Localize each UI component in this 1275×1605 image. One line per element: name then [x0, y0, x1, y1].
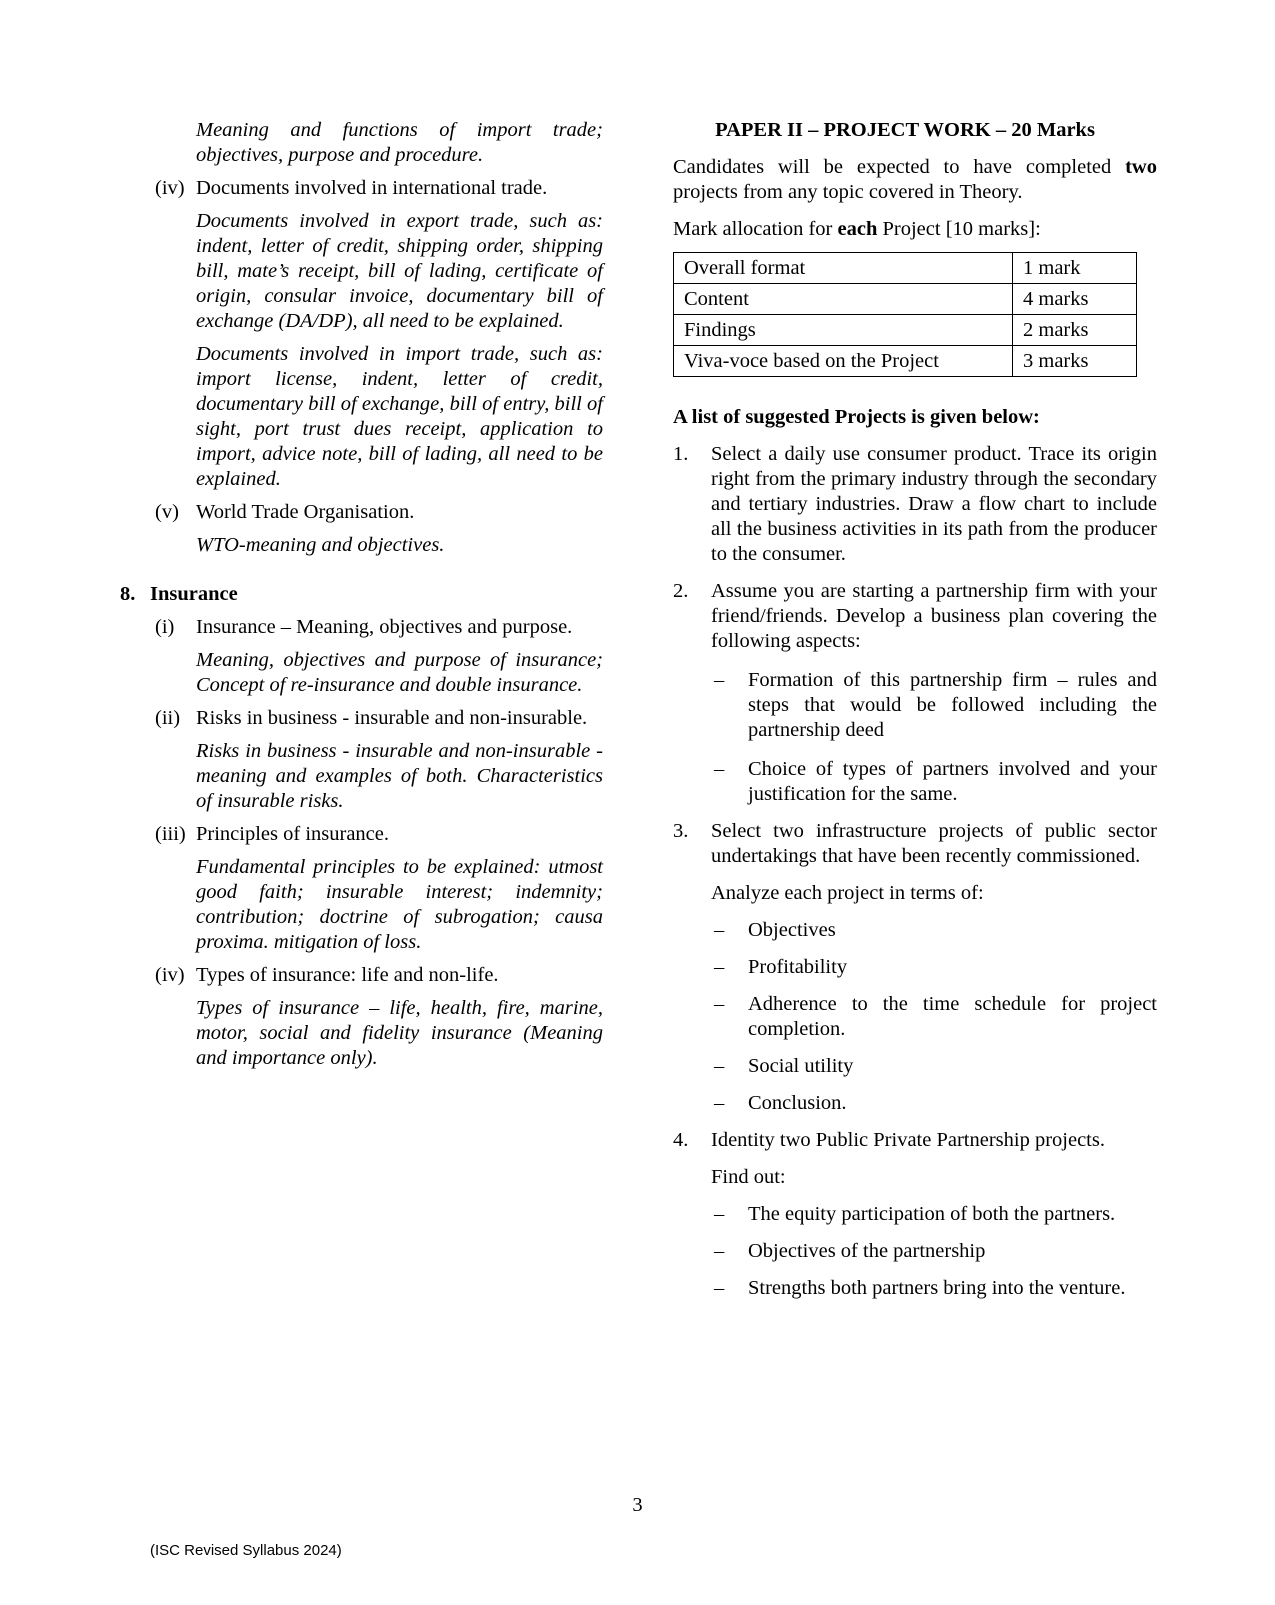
insurance-item	[155, 706, 603, 731]
page-number: 3	[632, 1494, 643, 1516]
list-item	[673, 1202, 1157, 1227]
project-number: 3.	[673, 820, 689, 842]
export-documents-description: Documents involved in export trade, such as: indent, letter of credit, shipping order, shipping bill, mate’s receipt, bill of lading, certificate of origin, consular invoice, documentary bill of exchange (DA/DP), all need to be explained.	[196, 210, 603, 332]
item-title: Documents involved in international trade.	[196, 177, 548, 199]
marks-table	[673, 252, 1137, 377]
section-number: 8.	[120, 583, 136, 605]
project-3	[673, 819, 1157, 869]
list-item	[673, 992, 1157, 1042]
table-cell: 4 marks	[1013, 284, 1137, 315]
list-item-text: Conclusion.	[748, 1092, 847, 1114]
list-item-text: Strengths both partners bring into the venture.	[748, 1277, 1126, 1299]
project-text: Select a daily use consumer product. Trace its origin right from the primary industry through the secondary and tertiary industries. Draw a flow chart to include all the business activities in its path from the producer to the consumer.	[711, 443, 1157, 565]
table-row	[674, 253, 1137, 284]
table-cell: Findings	[674, 315, 1013, 346]
list-item-text: Choice of types of partners involved and your justification for the same.	[748, 758, 1157, 805]
dash-bullet: –	[714, 956, 725, 978]
left-column	[120, 118, 603, 1071]
list-item	[673, 1091, 1157, 1116]
list-item	[673, 757, 1157, 807]
import-documents-description: Documents involved in import trade, such as: import license, indent, letter of credit, documentary bill of exchange, bill of entry, bill of sight, port trust dues receipt, application to import, advice note, bill of lading, all need to be explained.	[196, 343, 603, 490]
intro-text: Candidates will be expected to have completed	[673, 156, 1126, 178]
table-cell: Overall format	[674, 253, 1013, 284]
project-number: 1.	[673, 443, 689, 465]
insurance-item	[155, 615, 603, 640]
item-v-wto	[155, 500, 603, 525]
project-text: Select two infrastructure projects of public sector undertakings that have been recently commissioned.	[711, 820, 1157, 867]
item-title: Principles of insurance.	[196, 823, 389, 845]
table-cell: 3 marks	[1013, 346, 1137, 377]
project-subheading: Analyze each project in terms of:	[711, 882, 984, 904]
insurance-item	[155, 822, 603, 847]
table-cell: Viva-voce based on the Project	[674, 346, 1013, 377]
project-intro	[673, 155, 1157, 205]
table-cell: 2 marks	[1013, 315, 1137, 346]
dash-bullet: –	[714, 758, 725, 780]
projects-heading: A list of suggested Projects is given below:	[673, 406, 1040, 428]
item-title: Insurance – Meaning, objectives and purpose.	[196, 616, 573, 638]
dash-bullet: –	[714, 993, 725, 1015]
intro-text: projects from any topic covered in Theory.	[673, 181, 1023, 203]
dash-bullet: –	[714, 919, 725, 941]
allocation-emphasis: each	[837, 218, 878, 240]
project-text: Assume you are starting a partnership firm with your friend/friends. Develop a business plan covering the following aspects:	[711, 580, 1157, 652]
project-text: Identity two Public Private Partnership projects.	[711, 1129, 1105, 1151]
item-title: Types of insurance: life and non-life.	[196, 964, 499, 986]
list-item-text: Social utility	[748, 1055, 854, 1077]
intro-emphasis: two	[1125, 156, 1157, 178]
item-iv-documents	[155, 176, 603, 201]
project-number: 2.	[673, 580, 689, 602]
list-item	[673, 1239, 1157, 1264]
list-item-text: Objectives of the partnership	[748, 1240, 986, 1262]
table-row	[674, 284, 1137, 315]
allocation-text: Mark allocation for	[673, 218, 838, 240]
dash-bullet: –	[714, 1092, 725, 1114]
dash-bullet: –	[714, 669, 725, 691]
item-description: Meaning, objectives and purpose of insurance; Concept of re-insurance and double insurance.	[196, 649, 603, 696]
table-cell: 1 mark	[1013, 253, 1137, 284]
right-column	[673, 118, 1157, 1301]
dash-bullet: –	[714, 1240, 725, 1262]
dash-bullet: –	[714, 1277, 725, 1299]
project-1	[673, 442, 1157, 567]
import-trade-description: Meaning and functions of import trade; objectives, purpose and procedure.	[196, 119, 603, 166]
list-item	[673, 1276, 1157, 1301]
dash-bullet: –	[714, 1203, 725, 1225]
project-4	[673, 1128, 1157, 1153]
section-title: Insurance	[150, 583, 238, 605]
item-label: (iv)	[155, 964, 185, 986]
paper-ii-heading: PAPER II – PROJECT WORK – 20 Marks	[715, 119, 1095, 141]
project-number: 4.	[673, 1129, 689, 1151]
table-row	[674, 346, 1137, 377]
list-item-text: Formation of this partnership firm – rules and steps that would be followed including the partnership deed	[748, 669, 1157, 741]
item-title: World Trade Organisation.	[196, 501, 415, 523]
table-cell: Content	[674, 284, 1013, 315]
item-label: (v)	[155, 501, 179, 523]
dash-bullet: –	[714, 1055, 725, 1077]
project-subheading: Find out:	[711, 1166, 786, 1188]
list-item	[673, 955, 1157, 980]
list-item-text: Adherence to the time schedule for project completion.	[748, 993, 1157, 1040]
section-8-heading	[120, 582, 603, 607]
list-item	[673, 1054, 1157, 1079]
item-label: (iv)	[155, 177, 185, 199]
list-item	[673, 918, 1157, 943]
list-item	[673, 668, 1157, 743]
item-title: Risks in business - insurable and non-insurable.	[196, 707, 588, 729]
mark-allocation	[673, 217, 1157, 242]
item-description: Risks in business - insurable and non-insurable - meaning and examples of both. Characteristics of insurable risks.	[196, 740, 603, 812]
allocation-text: Project [10 marks]:	[877, 218, 1041, 240]
list-item-text: The equity participation of both the partners.	[748, 1203, 1116, 1225]
wto-description: WTO-meaning and objectives.	[196, 534, 445, 556]
item-label: (ii)	[155, 707, 181, 729]
item-description: Fundamental principles to be explained: utmost good faith; insurable interest; indemnity; contribution; doctrine of subrogation; causa proxima. mitigation of loss.	[196, 856, 603, 953]
insurance-item	[155, 963, 603, 988]
project-2	[673, 579, 1157, 654]
footer-note: (ISC Revised Syllabus 2024)	[150, 1542, 342, 1559]
table-row	[674, 315, 1137, 346]
list-item-text: Profitability	[748, 956, 848, 978]
item-label: (i)	[155, 616, 175, 638]
list-item-text: Objectives	[748, 919, 836, 941]
item-label: (iii)	[155, 823, 186, 845]
item-description: Types of insurance – life, health, fire, marine, motor, social and fidelity insurance (Meaning and importance only).	[196, 997, 603, 1069]
